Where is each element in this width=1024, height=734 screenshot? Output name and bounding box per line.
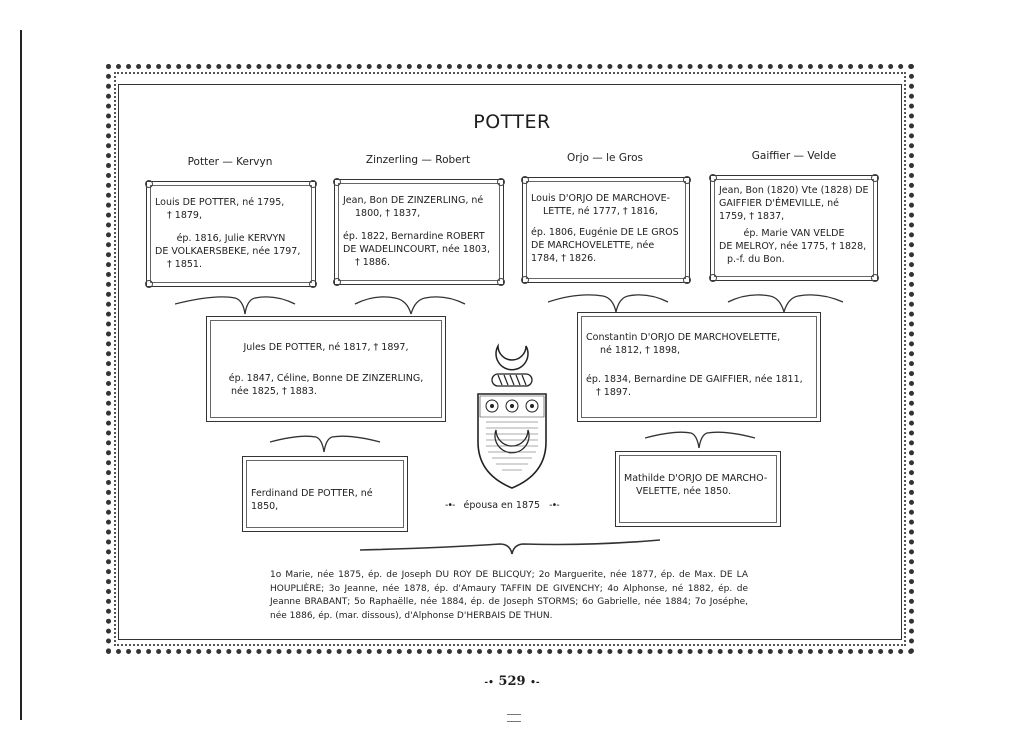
text-line: ép. 1847, Céline, Bonne DE ZINZERLING, [228,373,424,384]
ancestor-box-potter [146,181,316,287]
header-gaiffier-velde: Gaiffier — Velde [751,150,837,162]
text-line: Mathilde D'ORJO DE MARCHO- [624,473,768,484]
ancestor-box-gaiffier [710,175,878,281]
text-line: 1784, † 1826. [531,253,597,264]
text-line: ép. 1816, Julie KERVYN [176,233,286,244]
text-line: 1800, † 1837, [355,208,421,219]
parent-box-potter [206,316,446,422]
page-title: POTTER [473,111,551,133]
parent-box-orjo [577,312,821,422]
text-line: Louis D'ORJO DE MARCHOVE- [531,193,671,204]
printer-mark [507,714,521,722]
page-number: -• 529 •- [484,674,540,689]
page-number-text: 529 [498,674,526,689]
ancestor-box-zinzerling [334,179,504,285]
text-line: † 1897. [596,387,631,398]
coat-of-arms-icon [472,342,552,492]
married-text: épousa en 1875 [463,500,541,511]
text-line: ép. 1806, Eugénie DE LE GROS [531,227,679,238]
brace-connector-bottom-left [270,430,390,458]
header-potter-kervyn: Potter — Kervyn [187,156,273,168]
text-line: p.-f. du Bon. [727,254,785,265]
text-line: Jean, Bon (1820) Vte (1828) DE [719,185,869,196]
text-line: GAIFFIER D'ÉMEVILLE, né [719,198,839,209]
brace-connector-children [360,536,670,560]
children-list: 1o Marie, née 1875, ép. de Joseph DU ROY DE BLICQUY; 2o Marguerite, née 1877, ép. de Max. DE LA HOUPLIÈRE; 3o Jeanne, née 1878, ép. d'Amaury TAFFIN DE GIVENCHY; 4o Alphonse, né 1882, ép. de Jeanne BRABANT; 5o Raphaëlle, née 1884, ép. de Joseph STORMS; 6o Gabrielle, née 1884; 7o Joséphe, née 1886, ép. (mar. dissous), d'Alphonse D'HERBAIS DE THUN. [270,570,748,621]
text-line: † 1879, [167,210,202,221]
text-line: VELETTE, née 1850. [636,486,732,497]
text-line: LETTE, né 1777, † 1816, [543,206,658,217]
text-line: né 1812, † 1898, [600,345,681,356]
text-line: DE MELROY, née 1775, † 1828, [719,241,867,252]
text-line: Ferdinand DE POTTER, né 1850, [251,488,373,512]
text-line: † 1886. [355,257,390,268]
text-line: ép. Marie VAN VELDE [743,228,845,239]
text-line: DE WADELINCOURT, née 1803, [343,244,490,255]
text-line: Jean, Bon DE ZINZERLING, né [343,195,484,206]
text-line: Louis DE POTTER, né 1795, [155,197,285,208]
text-line: Jules DE POTTER, né 1817, † 1897, [243,342,409,353]
child-box-mathilde [615,451,781,527]
text-line: Constantin D'ORJO DE MARCHOVELETTE, [586,332,781,343]
header-zinzerling-robert: Zinzerling — Robert [365,154,471,166]
text-line: DE VOLKAERSBEKE, née 1797, [155,246,301,257]
text-line: DE MARCHOVELETTE, née [531,240,655,251]
header-orjo-le-gros: Orjo — le Gros [567,152,643,164]
text-line: ép. 1822, Bernardine ROBERT [343,231,485,242]
text-line: ép. 1834, Bernardine DE GAIFFIER, née 1811, [586,374,803,385]
text-line: † 1851. [167,259,202,270]
marriage-note: -•- épousa en 1875 -•- [445,500,559,511]
ancestor-box-orjo [522,177,690,283]
book-spine-edge [20,30,22,720]
brace-connector-bottom-right [645,426,765,454]
text-line: 1759, † 1837, [719,211,785,222]
text-line: née 1825, † 1883. [231,386,317,397]
child-box-ferdinand [242,456,408,532]
